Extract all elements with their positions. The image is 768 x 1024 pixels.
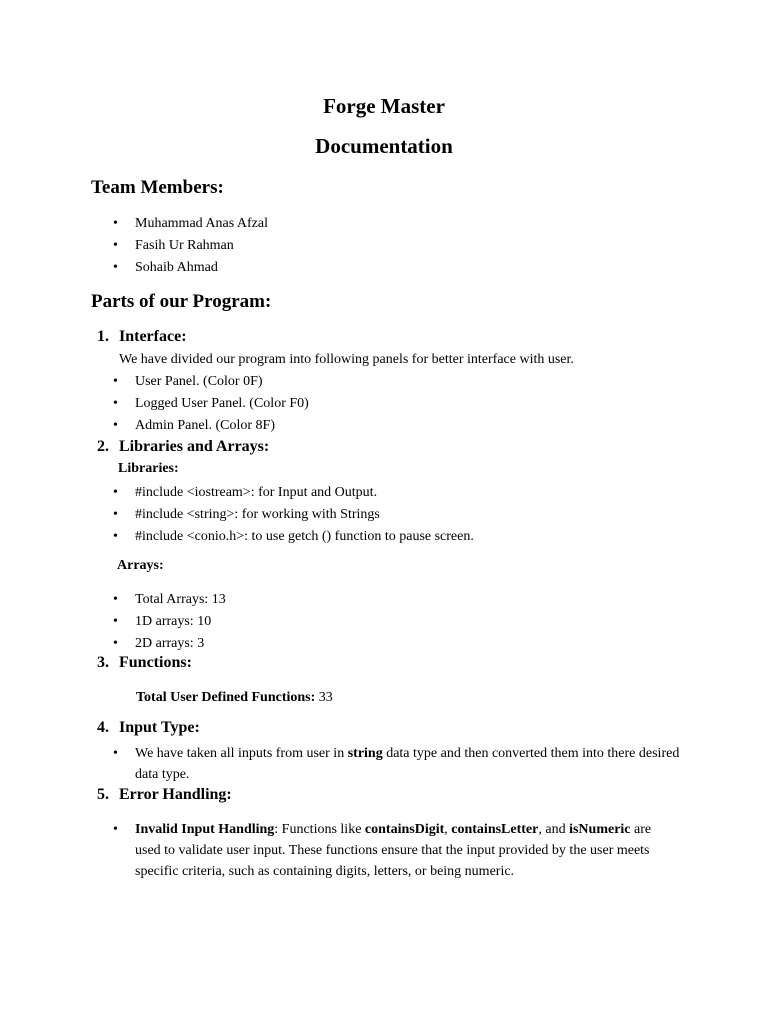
section-libraries-heading bbox=[97, 438, 269, 456]
text-run-bold: containsDigit bbox=[364, 822, 445, 837]
input-type-text bbox=[135, 743, 680, 785]
section-number: 3. bbox=[97, 654, 109, 671]
panel-item: Admin Panel. (Color 8F) bbox=[135, 418, 275, 433]
text-run: We have taken all inputs from user in bbox=[135, 746, 348, 761]
text-run-bold: Invalid Input Handling bbox=[135, 822, 275, 837]
document-page: Forge Master Documentation Team Members: • Muhammad Anas Afzal • Fasih Ur Rahman • Sohaib Ahmad Parts of our Program: 1. Interface: We have divided our program into following panels for better interface with user. • User Panel. (Color 0F) • Logged User Panel. (Color F0) • Admin Panel. (Color 8F) 2. Libraries and Arrays: Libraries: • #include <iostream>: for Input and Output. • #include <string>: for working with Strings • #include <conio.h>: to use getch () function to pause screen. Arrays: • Total Arrays: 13 • 1D arrays: 10 • 2D arrays: 3 3. Functions: Total User Defined Functions: 33 4. Input Type: • We have taken all inputs from user in string data type and then converted them into there desired data type. 5. Error Handling: • Invalid Input Handling: Functions like containsDigit, containsLetter, and isNumeric are used to validate user input. These functions ensure that the input provided by the user meets specific criteria, such as containing digits, letters, or being numeric. bbox=[0, 0, 768, 1024]
functions-total-label: Total User Defined Functions: bbox=[136, 690, 316, 705]
text-run-bold: containsLetter bbox=[451, 822, 539, 837]
text-run: , bbox=[444, 822, 452, 837]
section-title: Input Type: bbox=[119, 719, 200, 736]
section-title: Libraries and Arrays: bbox=[119, 438, 270, 455]
library-item: #include <conio.h>: to use getch () function to pause screen. bbox=[135, 529, 474, 544]
text-run: data type and then converted them into there desired data type. bbox=[135, 746, 680, 782]
section-interface-heading bbox=[97, 328, 187, 346]
doc-subtitle: Documentation bbox=[315, 134, 453, 158]
text-run-bold: string bbox=[347, 746, 383, 761]
section-title: Interface: bbox=[119, 328, 187, 345]
team-member: Fasih Ur Rahman bbox=[135, 238, 234, 253]
libraries-label: Libraries: bbox=[118, 461, 179, 476]
panel-item: User Panel. (Color 0F) bbox=[135, 374, 263, 389]
section-title: Functions: bbox=[119, 654, 192, 671]
section-number: 1. bbox=[97, 328, 109, 345]
array-item: 1D arrays: 10 bbox=[135, 614, 212, 629]
doc-title: Forge Master bbox=[323, 94, 445, 118]
team-heading: Team Members: bbox=[91, 177, 224, 198]
section-errors-heading bbox=[97, 786, 232, 804]
section-number: 2. bbox=[97, 438, 109, 455]
section-functions-heading bbox=[97, 654, 192, 672]
section-number: 4. bbox=[97, 719, 109, 736]
team-member: Sohaib Ahmad bbox=[135, 260, 218, 275]
interface-intro: We have divided our program into following panels for better interface with user. bbox=[119, 352, 574, 367]
library-item: #include <string>: for working with Strings bbox=[135, 507, 380, 522]
section-input-heading bbox=[97, 719, 200, 737]
library-item: #include <iostream>: for Input and Output. bbox=[135, 485, 378, 500]
text-run-bold: isNumeric bbox=[569, 822, 631, 837]
error-handling-text bbox=[135, 819, 680, 882]
text-run: : Functions like bbox=[274, 822, 365, 837]
section-title: Error Handling: bbox=[119, 786, 232, 803]
team-member: Muhammad Anas Afzal bbox=[135, 216, 268, 231]
panel-item: Logged User Panel. (Color F0) bbox=[135, 396, 309, 411]
array-item: 2D arrays: 3 bbox=[135, 636, 205, 651]
functions-total bbox=[136, 687, 333, 708]
array-item: Total Arrays: 13 bbox=[135, 592, 226, 607]
arrays-label: Arrays: bbox=[117, 558, 164, 573]
text-run: , and bbox=[538, 822, 570, 837]
text-run: are used to validate user input. These functions ensure that the input provided by the user meets specific criteria, such as containing digits, letters, or being numeric. bbox=[135, 822, 652, 879]
parts-heading: Parts of our Program: bbox=[91, 291, 272, 312]
section-number: 5. bbox=[97, 786, 109, 803]
functions-total-value: 33 bbox=[315, 690, 333, 705]
